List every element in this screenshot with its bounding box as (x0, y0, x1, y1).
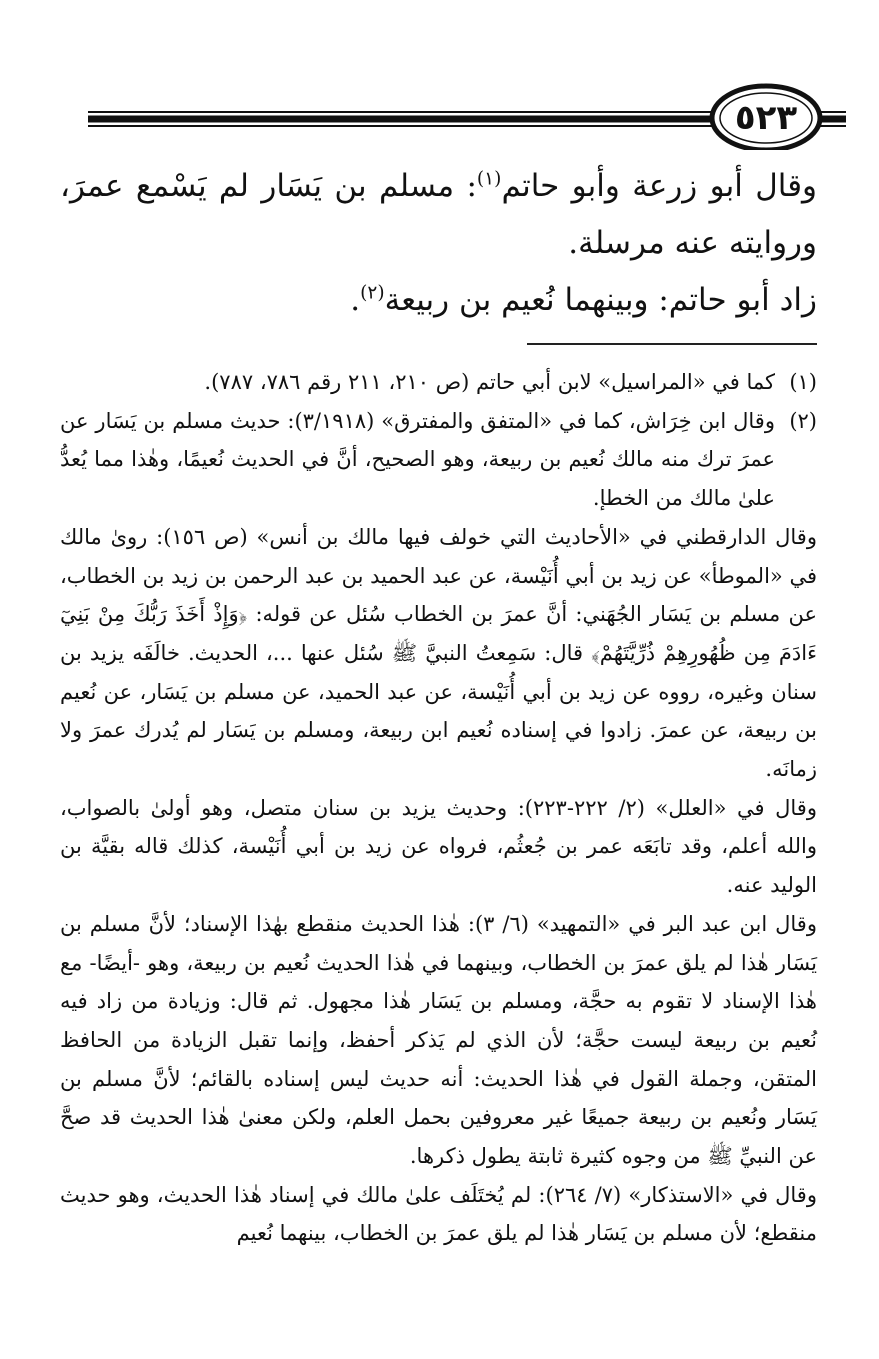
page-body (60, 158, 817, 1253)
footnote-paragraph: وقال في «العلل» (٢/ ٢٢٢-٢٢٣): وحديث يزيد بن سنان متصل، وهو أولىٰ بالصواب، والله أعلم، وقد تابَعَه عمر بن جُعثُم، فرواه عن زيد بن أبي أُنَيْسة، كذلك قاله بقيَّة بن الوليد عنه. (60, 795, 817, 898)
footnote-paragraph: وقال ابن عبد البر في «التمهيد» (٦/ ٣): هٰذا الحديث منقطع بهٰذا الإسناد؛ لأنَّ مسلم بن يَسَار هٰذا لم يلق عمرَ بن الخطاب، وبينهما في هٰذا الحديث نُعيم بن ربيعة، وهو -أيضًا- مع هٰذا الإسناد لا تقوم به حجَّة، ومسلم بن يَسَار هٰذا مجهول. ثم قال: وزيادة من زاد فيه نُعيم بن ربيعة ليست حجَّة؛ لأن الذي لم يَذكر أحفظ، وإنما تقبل الزيادة من الحافظ المتقن، وجملة القول في هٰذا الحديث: أنه حديث ليس إسناده بالقائم؛ لأنَّ مسلم بن يَسَار ونُعيم بن ربيعة جميعًا غير معروفين بحمل العلم، ولكن معنىٰ هٰذا الحديث قد صحَّ عن النبيِّ ﷺ من وجوه كثيرة ثابتة يطول ذكرها. (60, 911, 817, 1169)
footnote-ref: (١) (476, 168, 502, 190)
footnote-ref: (٢) (360, 282, 385, 304)
page-number: ٥٢٣ (734, 98, 798, 138)
footnote-text: وقال ابن خِرَاش، كما في «المتفق والمفترق» (٣/١٩١٨): حديث مسلم بن يَسَار عن عمرَ ترك منه مالك نُعيم بن ربيعة، وهو الصحيح، أنَّ في الحديث نُعيمًا، وهٰذا مما يُعدُّ علىٰ مالك من الخطإ. (60, 408, 775, 511)
footnote-separator (527, 343, 817, 345)
footnote (60, 363, 817, 402)
main-text-segment: : مسلم بن يَسَار لم يَسْمع عمرَ، وروايته عنه مرسلة. (60, 168, 817, 261)
footnote-text: كما في «المراسيل» لابن أبي حاتم (ص ٢١٠، ٢١١ رقم ٧٨٦، ٧٨٧). (204, 370, 775, 394)
main-text-segment: زاد أبو حاتم: وبينهما نُعيم بن ربيعة (384, 282, 817, 318)
footnote-number: (٢) (789, 408, 817, 433)
footnotes (60, 363, 817, 1253)
main-text (60, 158, 817, 329)
main-paragraph (60, 272, 817, 329)
main-text-segment: وقال أبو زرعة وأبو حاتم (501, 168, 817, 204)
main-text-segment: . (350, 282, 361, 318)
footnote-number: (١) (789, 370, 817, 394)
footnote-paragraph: وقال الدارقطني في «الأحاديث التي خولف فيها مالك بن أنس» (ص ١٥٦): روىٰ مالك في «الموطأ» عن زيد بن أبي أُنَيْسة، عن عبد الحميد بن عبد الرحمن بن زيد بن الخطاب، عن مسلم بن يَسَار الجُهَني: أنَّ عمرَ بن الخطاب سُئل عن قوله: ﴿وَإِذْ أَخَذَ رَبُّكَ مِنْ بَنِيٓ ءَادَمَ مِن ظُهُورِهِمْ ذُرِّيَّتَهُمْ﴾ قال: سَمِعتُ النبيَّ ﷺ سُئل عنها ...، الحديث. خالَفَه يزيد بن سنان وغيره، رووه عن زيد بن أبي أُنَيْسة، عن عبد الحميد، عن مسلم بن يَسَار، عن نُعيم بن ربيعة، عن عمرَ. زادوا في إسناده نُعيم ابن ربيعة، ومسلم بن يَسَار لم يُدرك عمرَ ولا زمانَه. (60, 524, 817, 782)
main-paragraph (60, 158, 817, 272)
footnote-paragraph: وقال في «الاستذكار» (٧/ ٢٦٤): لم يُختَلَف علىٰ مالك في إسناد هٰذا الحديث، وهو حديث منقطع؛ لأن مسلم بن يَسَار هٰذا لم يلق عمرَ بن الخطاب، بينهما نُعيم (60, 1182, 817, 1246)
page-header (0, 0, 879, 150)
footnote (60, 402, 817, 518)
